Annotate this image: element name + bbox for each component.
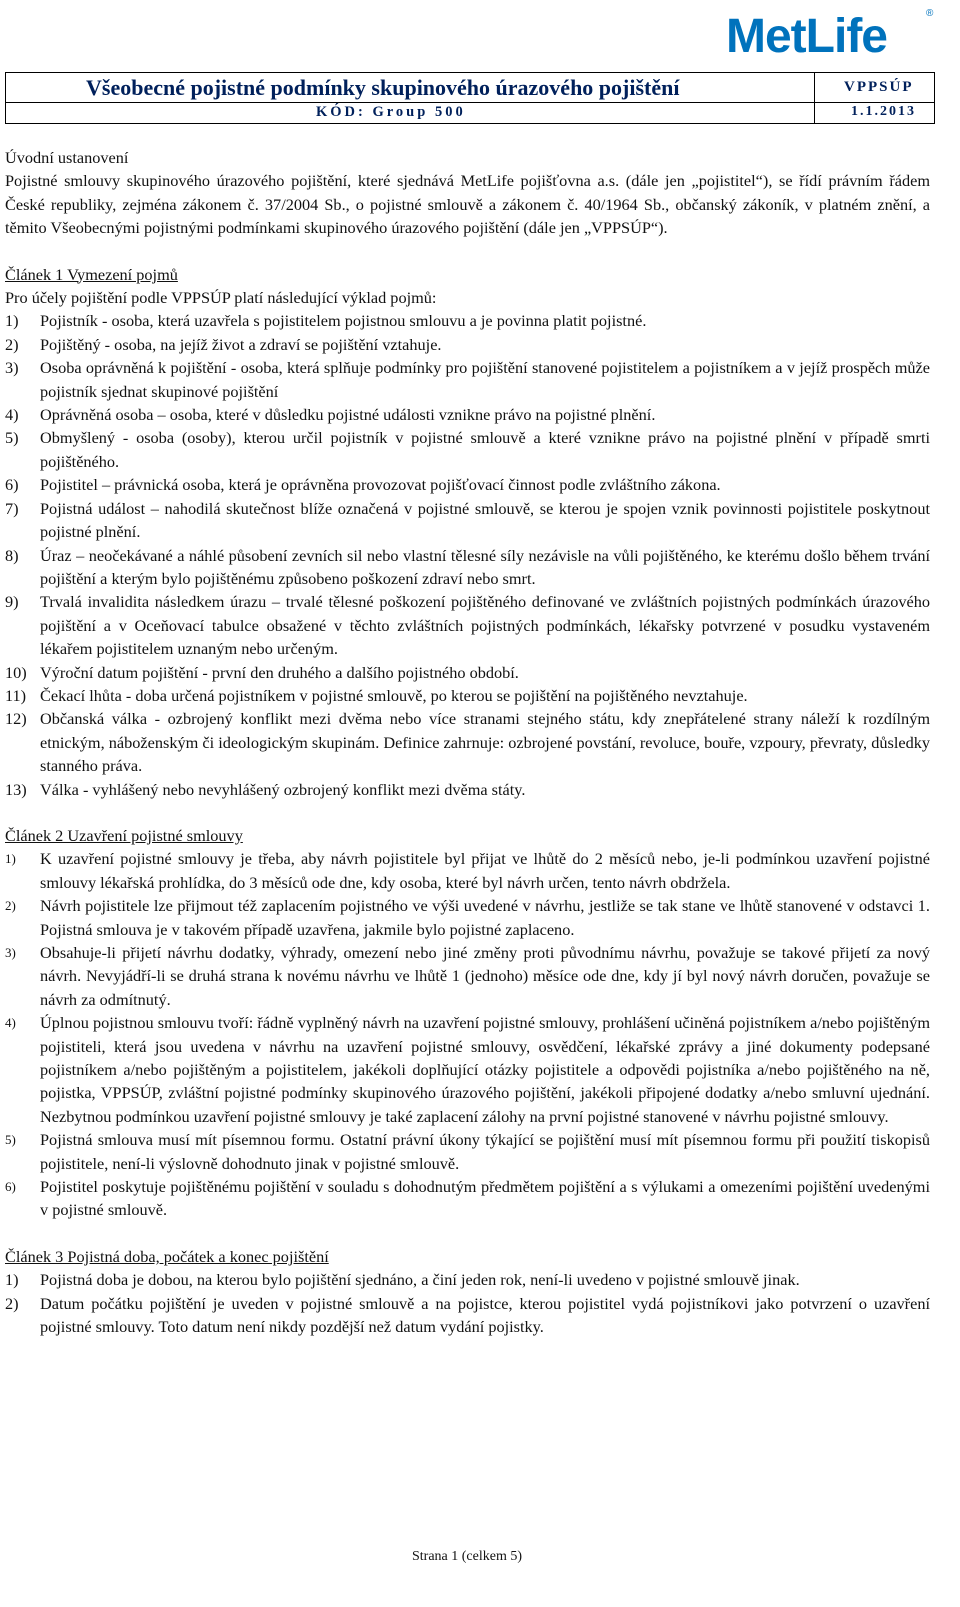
article2-title: Článek 2 Uzavření pojistné smlouvy [5, 825, 243, 845]
list-item: 9) Trvalá invalidita následkem úrazu – trvalé tělesné poškození pojištěného definované ve zvláštních pojistných podmínkách úrazového pojištění a v Oceňovací tabulce obsažené v těchto zvláštních pojistných podmínkách, lékařsky potvrzené v posudku vystaveném lékařem pojistitelem uznaným nebo určeným. [5, 592, 930, 659]
article3-list [5, 1268, 930, 1338]
list-item: 1) K uzavření pojistné smlouvy je třeba, aby návrh pojistitele byl přijat ve lhůtě do 2 měsíců nebo, je-li podmínkou uzavření pojistné smlouvy lékařská prohlídka, do 3 měsíců ode dne, kdy osoba, které byl návrh určen, tento návrh obdržela. [5, 849, 930, 892]
article3-title: Článek 3 Pojistná doba, počátek a konec pojištění [5, 1246, 329, 1266]
list-item: 5) Pojistná smlouva musí mít písemnou formu. Ostatní právní úkony týkající se pojištění musí mít písemnou formu při použití tiskopisů pojistitele, není-li výslovně dohodnuto jinak v pojistné smlouvě. [5, 1130, 930, 1173]
intro-text: Pojistné smlouvy skupinového úrazového pojištění, které sjednává MetLife pojišťovna a.s. (dále jen „pojistitel“), se řídí právním řádem České republiky, zejména zákonem č. 37/2004 Sb., o pojistné smlouvě a zákonem č. 40/1964 Sb., občanský zákoník, v platném znění, a těmito Všeobecnými pojistnými podmínkami skupinového úrazového pojištění (dále jen „VPPSÚP“). [5, 171, 930, 238]
metlife-logo [720, 0, 950, 68]
list-item: 2) Datum počátku pojištění je uveden v pojistné smlouvě a na pojistce, kterou pojistitel vydá pojistníkovi jako potvrzení o uzavření pojistné smlouvy. Toto datum není nikdy pozdější než datum vydání pojistky. [5, 1293, 930, 1337]
list-item: 7) Pojistná událost – nahodilá skutečnost blíže označená v pojistné smlouvě, se kterou je spojen vznik povinnosti pojistitele poskytnout pojistné plnění. [5, 498, 930, 542]
article1-lead: Pro účely pojištění podle VPPSÚP platí následující výklad pojmů: [5, 288, 437, 308]
spacer [5, 1222, 930, 1245]
document-date: 1.1.2013 [851, 104, 916, 119]
article1-list [5, 309, 930, 801]
document-body [5, 146, 930, 1339]
list-item: 13) Válka - vyhlášený nebo nevyhlášený ozbrojený konflikt mezi dvěma státy. [5, 779, 526, 799]
header-row-title [6, 73, 934, 103]
list-item: 6) Pojistitel – právnická osoba, která je oprávněna provozovat pojišťovací činnost podle zvláštního zákona. [5, 475, 721, 495]
header-row-code [6, 102, 934, 123]
article2-list [5, 847, 930, 1222]
spacer [5, 801, 930, 824]
list-item: 3) Osoba oprávněná k pojištění - osoba, která splňuje podmínky pro pojištění stanovené pojistitelem a pojistníkem a v jejíž prospěch může pojistník sjednat skupinové pojištění [5, 358, 930, 401]
list-item: 1) Pojistník - osoba, která uzavřela s pojistitelem pojistnou smlouvu a je povinna platit pojistné. [5, 311, 647, 331]
list-item: 4) Úplnou pojistnou smlouvu tvoří: řádně vyplněný návrh na uzavření pojistné smlouvy, prohlášení učiněná pojistníkem a/nebo pojištěným pojistiteli, která jsou uvedena v návrhu na uzavření pojistné smlouvy, osvědčení, lékařské zprávy a jiné dokumenty podepsané pojistníkem a/nebo pojištěným a pojistitelem, jakékoli doplňující otázky pojistitele a odpovědi pojistníka a/nebo pojištěného na ně, pojistka, VPPSÚP, zvláštní pojistné podmínky skupinového úrazového pojištění, jakékoli připojené dodatky a/nebo smluvní ujednání. Nezbytnou podmínkou uzavření pojistné smlouvy je také zaplacení zálohy na první pojistné stanovené v návrhu pojistné smlouvy. [5, 1013, 930, 1126]
document-title: Všeobecné pojistné podmínky skupinového úrazového pojištění [86, 75, 680, 100]
svg-text:MetLife: MetLife [726, 10, 887, 63]
list-item: 6) Pojistitel poskytuje pojištěnému pojištění v souladu s dohodnutým předmětem pojištění a s výlukami a omezeními pojištění uvedenými v pojistné smlouvě. [5, 1177, 930, 1220]
document-code: KÓD: Group 500 [316, 104, 466, 120]
page-footer: Strana 1 (celkem 5) [411, 1549, 522, 1564]
document-header [5, 72, 935, 124]
svg-text:®: ® [926, 8, 934, 19]
list-item: 3) Obsahuje-li přijetí návrhu dodatky, výhrady, omezení nebo jiné změny proti původnímu návrhu, považuje se takové přijetí za nový návrh. Nevyjádří-li se druhá strana k novému návrhu ve lhůtě 1 (jednoho) měsíce ode dne, kdy jí byl nový návrh doručen, považuje se návrh za odmítnutý. [5, 943, 930, 1009]
intro-title: Úvodní ustanovení [5, 148, 129, 167]
spacer [5, 240, 930, 263]
list-item: 10) Výroční datum pojištění - první den druhého a dalšího pojistného období. [5, 662, 519, 682]
list-item: 11) Čekací lhůta - doba určená pojistníkem v pojistné smlouvě, po kterou se pojištění na pojištěného nevztahuje. [5, 685, 748, 705]
list-item: 12) Občanská válka - ozbrojený konflikt mezi dvěma nebo více stranami stejného státu, kdy znepřátelené strany náleží k rozdílným etnickým, náboženským či ideologickým skupinám. Definice zahrnuje: ozbrojené povstání, revoluce, bouře, vzpoury, převraty, důsledky stanného práva. [5, 709, 930, 776]
list-item: 2) Návrh pojistitele lze přijmout též zaplacením pojistného ve výši uvedené v návrhu, jestliže se tak stane ve lhůtě stanovené v odstavci 1. Pojistná smlouva je v takovém případě uzavřena, jakmile bylo pojistné zaplaceno. [5, 896, 930, 939]
list-item: 4) Oprávněná osoba – osoba, které v důsledku pojistné události vznikne právo na pojistné plnění. [5, 405, 656, 425]
list-item: 1) Pojistná doba je dobou, na kterou bylo pojištění sjednáno, a činí jeden rok, není-li uvedeno v pojistné smlouvě jinak. [5, 1270, 800, 1290]
header-divider [814, 73, 815, 123]
article1-title: Článek 1 Vymezení pojmů [5, 264, 178, 284]
document-abbreviation: VPPSÚP [844, 79, 914, 95]
list-item: 8) Úraz – neočekávané a náhlé působení zevních sil nebo vlastní tělesné síly nezávisle na vůli pojištěného, ke kterému došlo během trvání pojištění a kterým bylo pojištěnému způsobeno poškození zdraví nebo smrt. [5, 545, 930, 588]
list-item: 2) Pojištěný - osoba, na jejíž život a zdraví se pojištění vztahuje. [5, 334, 442, 354]
list-item: 5) Obmyšlený - osoba (osoby), kterou určil pojistník v pojistné smlouvě a které vznikne právo na pojistné plnění v případě smrti pojištěného. [5, 428, 930, 471]
